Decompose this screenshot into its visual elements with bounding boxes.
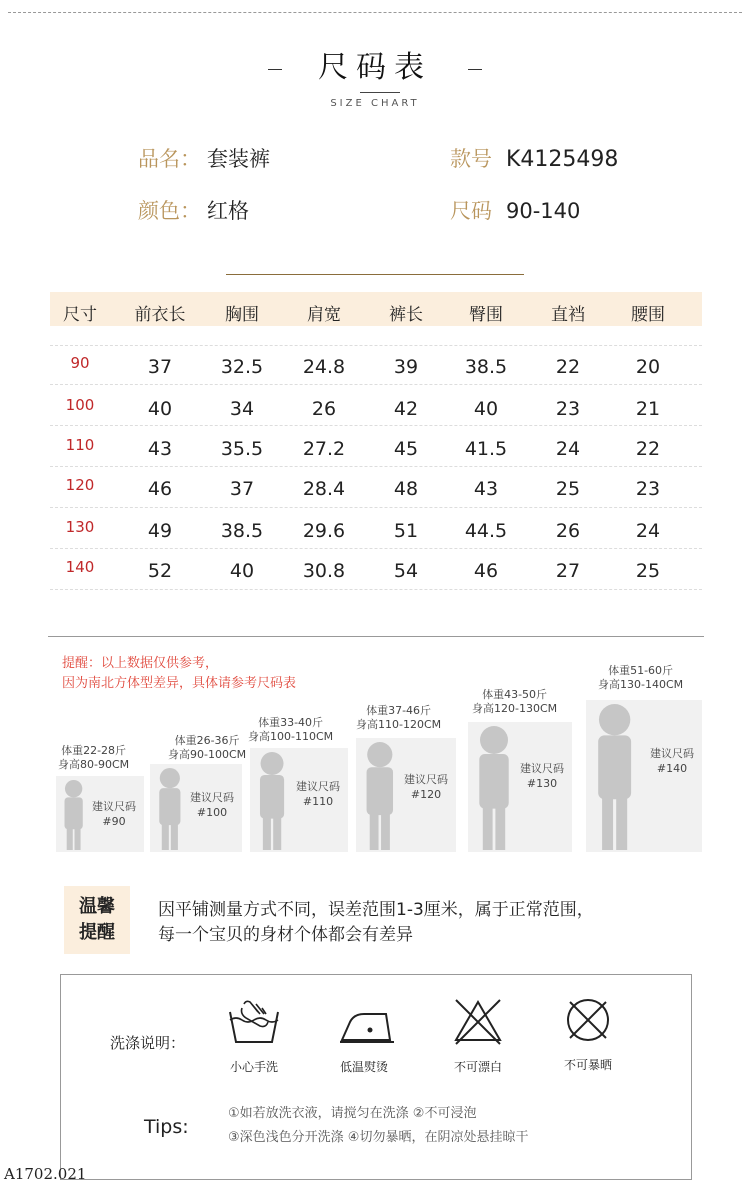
table-cell: 40 [147, 398, 173, 420]
low-iron-label: 低温熨烫 [339, 1060, 388, 1074]
table-cell: 25 [635, 560, 661, 582]
figure-spec [356, 704, 441, 732]
suggested-size-value: #90 [102, 814, 126, 828]
product-name-label: 品名： [138, 147, 201, 171]
figure-spec [598, 664, 683, 692]
figure-weight: 体重22-28斤 [61, 744, 127, 757]
table-cell: 22 [635, 438, 661, 460]
row-divider [50, 466, 702, 467]
warm-label-line-1: 温馨 [79, 896, 115, 917]
no-bleach-label: 不可漂白 [453, 1060, 502, 1074]
reminder-note [62, 654, 296, 694]
table-cell: 34 [229, 398, 255, 420]
table-cell: 22 [555, 356, 581, 378]
product-color [138, 195, 249, 225]
product-color-value: 红格 [207, 199, 249, 223]
title-underline [360, 92, 400, 93]
figure-weight: 体重33-40斤 [258, 716, 324, 729]
column-header: 直裆 [551, 305, 585, 325]
product-color-label: 颜色： [138, 199, 201, 223]
style-number [450, 143, 618, 173]
low-iron-icon [338, 1006, 398, 1046]
figure-box [356, 738, 456, 852]
figure-weight: 体重26-36斤 [174, 734, 240, 747]
size-range-label: 尺码 [450, 199, 492, 223]
suggested-size-value: #110 [302, 795, 334, 809]
row-divider [50, 548, 702, 549]
table-cell: 37 [147, 356, 173, 378]
table-cell: 51 [393, 520, 419, 542]
row-divider [50, 425, 702, 426]
column-header: 前衣长 [134, 305, 186, 325]
row-divider [50, 589, 702, 590]
hand-wash-label: 小心手洗 [229, 1060, 278, 1074]
table-cell: 45 [393, 438, 419, 460]
product-code: A1702.021 [4, 1165, 87, 1183]
tips-label: Tips: [144, 1116, 189, 1138]
figure-spec [58, 744, 129, 772]
table-cell: 40 [473, 398, 499, 420]
table-cell: 46 [147, 478, 173, 500]
suggested-size-label: 建议尺码 [190, 791, 234, 805]
column-header: 胸围 [225, 305, 259, 325]
figure-box [150, 764, 242, 852]
suggested-size-label: 建议尺码 [404, 773, 448, 787]
table-cell: 35.5 [220, 438, 264, 460]
table-cell: 29.6 [302, 520, 346, 542]
figure-box [56, 776, 144, 852]
table-cell: 40 [229, 560, 255, 582]
care-label: 洗涤说明： [110, 1034, 186, 1052]
table-cell: 42 [393, 398, 419, 420]
figure-box [250, 748, 348, 852]
reminder-line-1: 提醒：以上数据仅供参考， [62, 656, 219, 671]
style-number-label: 款号 [450, 147, 492, 171]
column-header: 肩宽 [307, 305, 341, 325]
table-cell: 30.8 [302, 560, 346, 582]
size-cell: 100 [65, 396, 95, 414]
table-cell: 23 [635, 478, 661, 500]
suggested-size [292, 779, 344, 809]
figure-height: 身高100-110CM [248, 730, 334, 743]
table-separator [48, 636, 704, 637]
product-name [138, 143, 270, 173]
column-header: 尺寸 [63, 305, 97, 325]
warm-label-line-2: 提醒 [79, 922, 115, 943]
figure-spec [168, 734, 246, 762]
table-cell: 43 [147, 438, 173, 460]
hand-wash-icon [226, 998, 282, 1046]
page-title: 尺码表 [0, 42, 750, 86]
table-cell: 39 [393, 356, 419, 378]
figure-box [468, 722, 572, 852]
row-divider [50, 384, 702, 385]
table-cell: 27 [555, 560, 581, 582]
size-range-value: 90-140 [506, 199, 581, 223]
suggested-size-label: 建议尺码 [650, 746, 694, 760]
column-header: 臀围 [469, 305, 503, 325]
figure-height: 身高110-120CM [356, 718, 442, 731]
suggested-size [516, 761, 568, 791]
table-cell: 38.5 [220, 520, 264, 542]
table-cell: 41.5 [464, 438, 508, 460]
warm-text-line-1: 因平铺测量方式不同，误差范围1-3厘米，属于正常范围， [158, 900, 594, 920]
suggested-size-label: 建议尺码 [296, 780, 340, 794]
suggested-size [186, 790, 238, 820]
tips-text [228, 1102, 528, 1150]
table-cell: 32.5 [220, 356, 264, 378]
no-sun-dry-icon [562, 994, 614, 1046]
tips-line-1: ①如若放洗衣液，请搅匀在洗涤 ②不可浸泡 [228, 1106, 477, 1121]
table-cell: 28.4 [302, 478, 346, 500]
suggested-size-value: #120 [410, 788, 442, 802]
style-number-value: K4125498 [506, 147, 619, 172]
table-cell: 27.2 [302, 438, 346, 460]
table-cell: 43 [473, 478, 499, 500]
table-cell: 24 [555, 438, 581, 460]
figure-height: 身高130-140CM [598, 678, 684, 691]
figure-spec [472, 688, 557, 716]
table-cell: 25 [555, 478, 581, 500]
figure-weight: 体重43-50斤 [482, 688, 548, 701]
table-cell: 48 [393, 478, 419, 500]
top-dashed-border [8, 12, 742, 13]
tips-line-2: ③深色浅色分开洗涤 ④切勿暴晒，在阴凉处悬挂晾干 [228, 1130, 529, 1145]
figure-height: 身高120-130CM [472, 702, 558, 715]
suggested-size [88, 799, 140, 829]
figure-box [586, 700, 702, 852]
column-header: 腰围 [631, 305, 665, 325]
size-cell: 110 [65, 436, 95, 454]
table-cell: 26 [555, 520, 581, 542]
size-cell: 90 [70, 354, 90, 372]
table-cell: 37 [229, 478, 255, 500]
table-cell: 38.5 [464, 356, 508, 378]
child-silhouette-icon [586, 700, 702, 852]
suggested-size-value: #100 [196, 806, 228, 820]
table-cell: 54 [393, 560, 419, 582]
no-bleach-icon [452, 996, 504, 1048]
warm-text-line-2: 每一个宝贝的身材个体都会有差异 [158, 925, 413, 945]
size-cell: 130 [65, 518, 95, 536]
no-sun-dry-label: 不可暴晒 [563, 1058, 612, 1072]
figure-spec [248, 716, 333, 744]
table-cell: 20 [635, 356, 661, 378]
table-cell: 26 [311, 398, 337, 420]
table-cell: 46 [473, 560, 499, 582]
size-range [450, 195, 580, 225]
row-divider [50, 507, 702, 508]
size-cell: 120 [65, 476, 95, 494]
suggested-size-label: 建议尺码 [520, 762, 564, 775]
suggested-size-label: 建议尺码 [92, 799, 136, 813]
figure-height: 身高80-90CM [58, 758, 130, 771]
reminder-line-2: 因为南北方体型差异，具体请参考尺码表 [62, 676, 297, 691]
table-cell: 44.5 [464, 520, 508, 542]
table-cell: 24 [635, 520, 661, 542]
table-cell: 52 [147, 560, 173, 582]
table-cell: 23 [555, 398, 581, 420]
figure-weight: 体重37-46斤 [366, 704, 432, 717]
section-divider [226, 274, 524, 275]
suggested-size-value: #140 [656, 761, 688, 775]
product-name-value: 套装裤 [207, 147, 270, 171]
row-divider [50, 345, 702, 346]
size-cell: 140 [65, 558, 95, 576]
suggested-size [400, 772, 452, 802]
figure-height: 身高90-100CM [168, 748, 247, 761]
table-cell: 24.8 [302, 356, 346, 378]
warm-reminder-label [64, 894, 130, 946]
figure-weight: 体重51-60斤 [608, 664, 674, 677]
warm-reminder-text [158, 898, 594, 948]
page-subtitle: SIZE CHART [330, 98, 420, 109]
column-header: 裤长 [389, 305, 423, 325]
table-cell: 21 [635, 398, 661, 420]
suggested-size [646, 746, 698, 776]
suggested-size-value: #130 [526, 777, 558, 790]
table-cell: 49 [147, 520, 173, 542]
